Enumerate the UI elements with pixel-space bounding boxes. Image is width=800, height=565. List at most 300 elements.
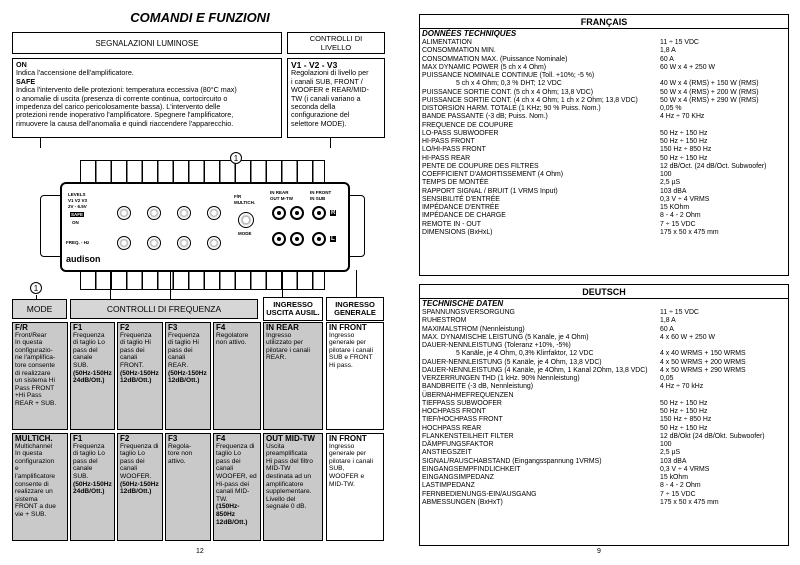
- in-rear-label: IN REAR: [270, 190, 289, 195]
- connector: [356, 270, 357, 299]
- cell-line: 12dB/Ott.): [120, 488, 152, 496]
- spec-key: IMPÉDANCE D'ENTRÉE: [422, 204, 500, 211]
- cell-line: canali: [216, 465, 234, 473]
- l-label: L: [331, 236, 335, 242]
- spec-value: 2,5 µS: [660, 179, 681, 187]
- spec-value: 60 W x 4 + 250 W: [660, 63, 715, 71]
- row2-cell: [263, 433, 323, 541]
- levels-sub-label: V1 V2 V3: [68, 198, 88, 203]
- freq-label: FREQ. - Hz: [66, 240, 90, 245]
- row1-cell: [165, 322, 211, 430]
- spec-row: [420, 188, 788, 196]
- spec-row: [420, 122, 788, 130]
- front-jack-r[interactable]: [312, 206, 326, 220]
- spec-value: 150 Hz ÷ 850 Hz: [660, 146, 712, 154]
- cell-line: pass del: [73, 346, 98, 354]
- spec-key: FERNBEDIENUNGS-EIN/AUSGANG: [422, 490, 537, 498]
- cell-line: e: [15, 465, 19, 473]
- cell-title: F4: [216, 323, 226, 332]
- cell-line: Frequenza: [73, 442, 105, 450]
- cell-line: Frequenza: [120, 331, 152, 339]
- spec-key: MAX. DYNAMISCHE LEISTUNG (5 Kanäle, je 4 Ohm): [422, 333, 589, 341]
- spec-key: ALIMENTATION: [422, 39, 472, 46]
- safe-led-label: SAFE: [71, 212, 84, 217]
- spec-key: MAXIMALSTROM (Nennleistung): [422, 325, 525, 333]
- spec-row: [420, 367, 788, 375]
- cell-line: l'amplificatore: [15, 472, 56, 480]
- spec-value: 15 kOhm: [660, 474, 688, 481]
- cell-line: pass del: [73, 457, 98, 465]
- freq-header: CONTROLLI DI FREQUENZA: [70, 299, 258, 319]
- spec-row: [420, 80, 788, 88]
- spec-value: 12 dB/Oct. (24 dB/Oct. Subwoofer): [660, 162, 767, 170]
- spec-row: [420, 334, 788, 342]
- spec-value: 7 ÷ 15 VDC: [660, 490, 696, 498]
- spec-key: DISTORSION HARM. TOTALE (1 KHz; 90 % Puiss. Nom.): [422, 105, 601, 112]
- spec-value: 103 dBA: [660, 187, 687, 195]
- spec-key: LO-PASS SUBWOOFER: [422, 129, 499, 137]
- amplifier-panel: [40, 160, 365, 290]
- spec-row: [420, 179, 788, 187]
- spec-row: [420, 491, 788, 499]
- spec-row: [420, 72, 788, 80]
- cell-line: SUB e FRONT: [329, 354, 373, 362]
- row1-cell: [326, 322, 384, 430]
- level-line: i canali SUB, FRONT /: [291, 76, 363, 86]
- aux-io-header: INGRESSO USCITA AUSIL.: [263, 297, 323, 321]
- cell-line: WOOFER.: [120, 472, 152, 480]
- spec-row: [420, 105, 788, 113]
- f2-knob[interactable]: [147, 236, 161, 250]
- spec-value: 100: [660, 171, 672, 178]
- spec-row: [420, 474, 788, 482]
- row1-cell: [213, 322, 261, 430]
- spec-key: HI-PASS REAR: [422, 154, 471, 162]
- cell-line: supplementare.: [266, 488, 312, 496]
- cell-line: di taglio Hi: [168, 339, 199, 347]
- spec-row: [420, 97, 788, 105]
- spec-key: RUHESTROM: [422, 317, 467, 325]
- spec-row: [420, 89, 788, 97]
- spec-key: SIGNAL/RAUSCHABSTAND (Eingangsspannung 1VRMS): [422, 457, 602, 465]
- cell-line: generale per: [329, 450, 367, 458]
- cell-line: Ingresso: [266, 331, 292, 339]
- spec-key: 5 Kanäle, je 4 Ohm, 0,3% Klirrfaktor, 12 VDC: [456, 350, 594, 358]
- spec-value: 7 ÷ 15 VDC: [660, 220, 696, 228]
- spec-row: [420, 416, 788, 424]
- signal-line: Indica l'intervento delle protezioni: temperatura eccessiva (80°C max): [16, 85, 237, 95]
- cell-title: F2: [120, 434, 130, 443]
- spec-row: [420, 229, 788, 237]
- range-label: 2V - 6.5V: [68, 204, 87, 209]
- level-title: V1 - V2 - V3: [291, 60, 338, 70]
- cell-line: di taglio Lo: [73, 450, 105, 458]
- cell-line: pass dei: [216, 457, 241, 465]
- cell-line: di taglio Hi: [120, 339, 151, 347]
- spec-value: 50 Hz ÷ 150 Hz: [660, 399, 708, 407]
- spec-key: 5 ch x 4 Ohm; 0,3 % DHT; 12 VDC: [456, 80, 562, 88]
- mode-label: MODE: [238, 231, 252, 236]
- v1-knob[interactable]: [117, 206, 131, 220]
- mount-left: [40, 195, 62, 257]
- spec-row: [420, 221, 788, 229]
- spec-key: REMOTE IN - OUT: [422, 220, 481, 228]
- cell-line: TW.: [216, 495, 228, 503]
- spec-value: 1,8 A: [660, 317, 676, 325]
- spec-key: LASTIMPEDANZ: [422, 482, 475, 490]
- right-page-number: 9: [597, 548, 601, 555]
- spec-key: FLANKENSTEILHEIT FILTER: [422, 432, 514, 440]
- spec-value: 50 Hz ÷ 150 Hz: [660, 424, 708, 432]
- spec-value: 0,05 %: [660, 105, 682, 112]
- cell-line: MID-TW.: [329, 480, 356, 488]
- connector: [330, 138, 331, 148]
- cell-title: MULTICH.: [15, 434, 53, 443]
- spec-row: [420, 350, 788, 358]
- spec-row: [420, 155, 788, 163]
- spec-value: 175 x 50 x 475 mm: [660, 228, 719, 236]
- heatsink-top: [80, 160, 325, 182]
- spec-row: [420, 326, 788, 334]
- cell-line: tore non: [168, 450, 193, 458]
- spec-key: PUISSANCE SORTIE CONT. (4 ch x 4 Ohm; 1 ch x 2 Ohm; 13,8 VDC): [422, 96, 638, 104]
- spec-row: [420, 499, 788, 507]
- spec-key: CONSOMMATION MIN.: [422, 47, 496, 55]
- v2-knob[interactable]: [177, 206, 191, 220]
- level-line: configurazione del: [291, 110, 350, 120]
- spec-value: 4 Hz ÷ 70 KHz: [660, 113, 705, 121]
- fr-label: F/R: [234, 194, 242, 199]
- r-label: R: [331, 210, 336, 216]
- cell-line: Hi pass del filtro: [266, 457, 313, 465]
- fr-subheader: DONNÉES TECHNIQUES: [422, 29, 517, 38]
- spec-row: [420, 146, 788, 154]
- cell-line: pilotare i canali: [329, 457, 373, 465]
- cell-line: Uscita: [266, 442, 285, 450]
- spec-key: EINGANGSIMPEDANZ: [422, 474, 494, 481]
- cell-line: utilizzato per: [266, 339, 304, 347]
- spec-value: 150 Hz ÷ 850 Hz: [660, 416, 712, 424]
- spec-value: 4 x 40 WRMS + 150 WRMS: [660, 350, 746, 358]
- cell-line: canali: [120, 465, 138, 473]
- front-jack-l[interactable]: [312, 232, 326, 246]
- spec-key: ANSTIEGSZEIT: [422, 449, 472, 457]
- cell-line: REAR.: [266, 354, 287, 362]
- cell-line: Ingresso: [329, 331, 355, 339]
- cell-line: taglio Lo: [120, 450, 145, 458]
- callout-1-top: 1: [230, 152, 242, 164]
- spec-row: [420, 130, 788, 138]
- spec-key: SPANNUNGSVERSORGUNG: [422, 309, 515, 316]
- level-line: seconda della: [291, 102, 336, 112]
- cell-line: (50Hz-150Hz: [73, 369, 112, 377]
- spec-value: 50 W x 4 (RMS) + 290 W (RMS): [660, 96, 759, 104]
- cell-line: Ingresso: [329, 442, 355, 450]
- spec-value: 11 ÷ 15 VDC: [660, 309, 699, 316]
- row1-cell: [117, 322, 163, 430]
- spec-key: PUISSANCE SORTIE CONT. (5 ch x 4 Ohm; 13,8 VDC): [422, 88, 594, 96]
- mtw-jack-r[interactable]: [272, 232, 286, 246]
- cell-title: F1: [73, 323, 83, 332]
- controls-level-header: CONTROLLI DI LIVELLO: [287, 32, 385, 54]
- spec-key: FREQUENCE DE COUPURE: [422, 121, 514, 129]
- spec-row: [420, 317, 788, 325]
- spec-key: HOCHPASS REAR: [422, 424, 482, 432]
- cell-line: +Hi Pass: [15, 392, 42, 400]
- spec-key: DAUER-NENNLEISTUNG (4 Kanäle, je 4Ohm, 1 Kanal 2Ohm, 13,8 VDC): [422, 366, 648, 374]
- cell-line: (50Hz-150Hz: [168, 369, 207, 377]
- cell-line: segnale 0 dB.: [266, 503, 307, 511]
- cell-line: FRONT a due: [15, 503, 56, 511]
- connector: [110, 270, 111, 299]
- spec-key: PUISSANCE NOMINALE CONTINUE (Toll. +10%; -5 %): [422, 72, 595, 79]
- spec-value: 4 x 60 W + 250 W: [660, 333, 715, 341]
- cell-line: non attivo.: [216, 339, 247, 347]
- spec-row: [420, 425, 788, 433]
- signal-line: o anomalie di uscita (presenza di corrente continua, cortocircuito o: [16, 93, 228, 103]
- row2-cell: [70, 433, 115, 541]
- mtw-jack-l[interactable]: [290, 232, 304, 246]
- page-title: COMANDI E FUNZIONI: [130, 10, 270, 25]
- spec-key: HOCHPASS FRONT: [422, 408, 486, 415]
- cell-line: Frequenza di: [120, 442, 159, 450]
- spec-value: 4 x 50 WRMS + 290 WRMS: [660, 366, 746, 374]
- spec-row: [420, 113, 788, 121]
- cell-line: Frequenza: [73, 331, 105, 339]
- spec-row: [420, 196, 788, 204]
- cell-line: Livello del: [266, 495, 296, 503]
- spec-value: 50 W x 4 (RMS) + 200 W (RMS): [660, 88, 759, 96]
- spec-row: [420, 441, 788, 449]
- spec-key: DÄMPFUNGSFAKTOR: [422, 441, 494, 448]
- spec-row: [420, 482, 788, 490]
- mode-switch[interactable]: [238, 212, 254, 228]
- heatsink-bottom: [80, 272, 325, 290]
- cell-line: canali MID-: [216, 488, 250, 496]
- spec-row: [420, 392, 788, 400]
- fr-header: FRANÇAIS: [420, 15, 788, 29]
- cell-line: pass dei: [120, 457, 145, 465]
- cell-line: Front/Rear: [15, 331, 47, 339]
- in-sub-label: IN SUB: [310, 196, 326, 201]
- level-line: TW (i canali variano a: [291, 93, 361, 103]
- rear-jack-r[interactable]: [272, 206, 286, 220]
- main-input-header: INGRESSO GENERALE: [326, 297, 384, 321]
- spec-row: [420, 39, 788, 47]
- spec-key: IMPÉDANCE DE CHARGE: [422, 212, 506, 220]
- cell-line: destinata ad un: [266, 472, 312, 480]
- row1-cell: [12, 322, 68, 430]
- spec-key: DIMENSIONS (BxHxL): [422, 228, 493, 236]
- signal-text-box: [12, 58, 282, 138]
- cell-line: pass dei: [120, 346, 145, 354]
- spec-value: 0,05: [660, 375, 674, 382]
- de-subheader: TECHNISCHE DATEN: [422, 299, 504, 308]
- cell-line: un sistema Hi: [15, 377, 55, 385]
- spec-key: COEFFICIENT D'AMORTISSEMENT (4 Ohm): [422, 171, 564, 178]
- cell-line: (150Hz-850Hz: [216, 503, 240, 518]
- cell-line: attivo.: [168, 457, 186, 465]
- spec-value: 12 dB/Okt (24 dB/Okt. Subwoofer): [660, 432, 765, 440]
- spec-row: [420, 383, 788, 391]
- connector: [170, 270, 171, 299]
- cell-line: 24dB/Ott.): [73, 377, 105, 385]
- f1-knob[interactable]: [117, 236, 131, 250]
- rear-jack-l[interactable]: [290, 206, 304, 220]
- amplifier-body: [60, 182, 350, 272]
- callout-1-mode: 1: [30, 282, 42, 294]
- cell-line: 12dB/Ott.): [120, 377, 152, 385]
- cell-line: amplificatore: [266, 480, 304, 488]
- mount-right: [348, 195, 365, 257]
- multich-label: MULTICH.: [234, 200, 256, 205]
- spec-key: RAPPORT SIGNAL / BRUIT (1 VRMS Input): [422, 187, 558, 195]
- on-led-label: ON: [72, 220, 79, 225]
- cell-line: realizzare un: [15, 488, 53, 496]
- cell-line: vie + SUB.: [15, 510, 47, 518]
- cell-line: taglio Lo: [216, 450, 241, 458]
- cell-title: IN REAR: [266, 323, 299, 332]
- signal-line: rimuovere la causa dell'anomalia e quindi riaccendere l'apparecchio.: [16, 118, 234, 128]
- spec-key: BANDBREITE (-3 dB, Nennleistung): [422, 383, 534, 391]
- spec-key: DAUER-NENNLEISTUNG (Toleranz +10%, -5%): [422, 342, 571, 349]
- cell-line: Hi pass.: [329, 361, 353, 369]
- spec-value: 40 W x 4 (RMS) + 150 W (RMS): [660, 80, 759, 88]
- cell-line: preamplificata: [266, 450, 308, 458]
- cell-line: ne l'amplifica-: [15, 354, 56, 362]
- spec-row: [420, 47, 788, 55]
- mode-header: MODE: [12, 299, 67, 319]
- cell-line: In questa: [15, 339, 43, 347]
- signal-line: impedenza del carico pericolosamente bassa). L'intervento delle: [16, 102, 221, 112]
- spec-value: 100: [660, 441, 672, 448]
- cell-line: SUB.: [73, 361, 89, 369]
- row1-cell: [263, 322, 323, 430]
- row1-cell: [70, 322, 115, 430]
- cell-line: REAR.: [168, 361, 189, 369]
- spec-key: PENTE DE COUPURE DES FILTRES: [422, 162, 539, 170]
- cell-line: canale: [73, 354, 93, 362]
- cell-line: generale per: [329, 339, 367, 347]
- row2-cell: [165, 433, 211, 541]
- row2-cell: [326, 433, 384, 541]
- f4-knob[interactable]: [207, 236, 221, 250]
- level-line: selettore MODE).: [291, 118, 347, 128]
- spec-value: 1,8 A: [660, 47, 676, 55]
- cell-line: SUB.: [73, 472, 89, 480]
- cell-line: Regola-: [168, 442, 192, 450]
- cell-line: configurazio-: [15, 346, 53, 354]
- level-line: WOOFER e REAR/MID-: [291, 85, 369, 95]
- spec-key: LO/HI-PASS FRONT: [422, 146, 486, 154]
- cell-line: di taglio Lo: [73, 339, 105, 347]
- spec-value: 4 Hz ÷ 70 kHz: [660, 383, 704, 391]
- spec-row: [420, 400, 788, 408]
- spec-key: TIEFPASS SUBWOOFER: [422, 399, 502, 407]
- spec-key: VERZERRUNGEN THD (1 kHz. 90% Nennleistung): [422, 375, 580, 382]
- v1b-knob[interactable]: [147, 206, 161, 220]
- cell-line: sistema: [15, 495, 38, 503]
- spec-key: SENSIBILITÉ D'ENTRÉE: [422, 195, 500, 203]
- spec-row: [420, 56, 788, 64]
- cell-line: configurazion: [15, 457, 55, 465]
- cell-line: Regolatore: [216, 331, 249, 339]
- spec-value: 2,5 µS: [660, 449, 681, 457]
- spec-value: 11 ÷ 15 VDC: [660, 39, 699, 46]
- spec-value: 60 A: [660, 325, 674, 333]
- spec-value: 103 dBA: [660, 457, 687, 465]
- cell-line: canali: [120, 354, 138, 362]
- spec-key: ÜBERNAHMEFREQUENZEN: [422, 391, 514, 399]
- cell-line: canali: [168, 354, 186, 362]
- cell-line: REAR + SUB.: [15, 399, 57, 407]
- cell-line: Multichannel: [15, 442, 53, 450]
- spec-row: [420, 408, 788, 416]
- cell-line: tore consente: [15, 361, 55, 369]
- cell-line: pilotare i canali: [329, 346, 373, 354]
- signal-line: SAFE: [16, 76, 36, 86]
- level-text-box: [287, 58, 385, 138]
- v3-knob[interactable]: [207, 206, 221, 220]
- spec-value: 4 x 50 WRMS + 200 WRMS: [660, 358, 746, 366]
- cell-line: WOOFER e: [329, 472, 365, 480]
- spec-row: [420, 375, 788, 383]
- spec-value: 0,3 V ÷ 4 VRMS: [660, 195, 710, 203]
- signal-line: Indica l'accensione dell'amplificatore.: [16, 68, 134, 78]
- cell-line: WOOFER, ed: [216, 472, 257, 480]
- spec-key: DAUER-NENNLEISTUNG (5 Kanäle, je 4 Ohm, 13,8 VDC): [422, 358, 602, 366]
- level-line: Regolazioni di livello per: [291, 68, 369, 78]
- spec-row: [420, 309, 788, 317]
- cell-line: In questa: [15, 450, 43, 458]
- out-mtw-label: OUT M-TW: [270, 196, 293, 201]
- spec-key: EINGANGSEMPFINDLICHKEIT: [422, 465, 521, 473]
- spec-row: [420, 64, 788, 72]
- spec-key: ABMESSUNGEN (BxHxT): [422, 498, 503, 506]
- signal-line: ON: [16, 60, 27, 69]
- row2-cell: [117, 433, 163, 541]
- spec-value: 50 Hz ÷ 150 Hz: [660, 129, 708, 137]
- row2-cell: [213, 433, 261, 541]
- cell-line: 12dB/Ott.): [216, 518, 248, 526]
- cell-title: F3: [168, 323, 178, 332]
- spec-key: HI-PASS FRONT: [422, 138, 475, 145]
- levels-label: LEVELS: [68, 192, 86, 197]
- left-page-number: 12: [196, 548, 204, 555]
- cell-title: F3: [168, 434, 178, 443]
- spec-value: 0,3 V ÷ 4 VRMS: [660, 465, 710, 473]
- cell-line: canale: [73, 465, 93, 473]
- signal-header: SEGNALAZIONI LUMINOSE: [12, 32, 282, 54]
- spec-row: [420, 458, 788, 466]
- spec-value: 50 Hz ÷ 150 Hz: [660, 154, 708, 162]
- spec-row: [420, 466, 788, 474]
- cell-line: Hi-pass dei: [216, 480, 249, 488]
- spec-row: [420, 171, 788, 179]
- cell-line: 24dB/Ott.): [73, 488, 105, 496]
- spec-value: 50 Hz ÷ 150 Hz: [660, 138, 708, 145]
- cell-line: Frequenza di: [216, 442, 255, 450]
- spec-row: [420, 342, 788, 350]
- spec-row: [420, 449, 788, 457]
- cell-title: F/R: [15, 323, 28, 332]
- cell-title: F4: [216, 434, 226, 443]
- spec-key: CONSOMMATION MAX. (Puissance Nominale): [422, 55, 568, 63]
- cell-line: pilotare i canali: [266, 346, 310, 354]
- spec-row: [420, 204, 788, 212]
- cell-line: 12dB/Ott.): [168, 377, 200, 385]
- f3-knob[interactable]: [177, 236, 191, 250]
